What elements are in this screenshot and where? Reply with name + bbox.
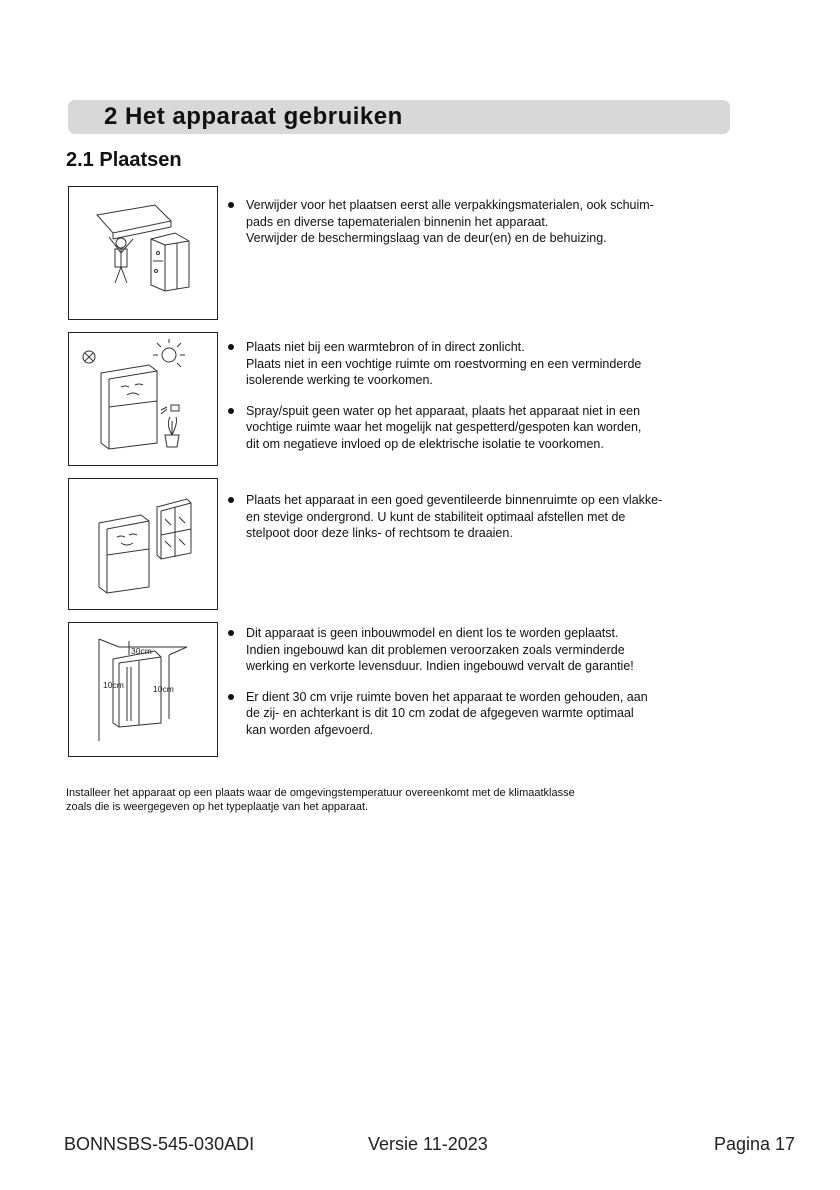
bullet-line: Indien ingebouwd kan dit problemen veroorzaken zoals verminderde <box>246 642 625 657</box>
bullet-line: Verwijder de beschermingslaag van de deur(en) en de behuizing. <box>246 231 607 245</box>
bullet-line: Dit apparaat is geen inbouwmodel en dient los te worden geplaatst. <box>246 626 619 640</box>
clearance-illustration <box>69 623 217 756</box>
bullet-line: de zij- en achterkant is dit 10 cm zodat de afgegeven warmte optimaal <box>246 706 634 720</box>
bullet-line: vochtige ruimte waar het mogelijk nat gespetterd/gespoten kan worden, <box>246 420 642 434</box>
note-line: zoals die is weergegeven op het typeplaatje van het apparaat. <box>66 800 369 813</box>
bullet-item <box>226 625 726 675</box>
bullet-dot <box>228 630 234 636</box>
figure-unpacking <box>68 186 218 320</box>
figure-clearance <box>68 622 218 757</box>
bullet-line: kan worden afgevoerd. <box>246 722 374 737</box>
instruction-block-unpacking <box>226 197 726 261</box>
bullet-line: stelpoot door deze links- of rechtsom te draaien. <box>246 526 513 540</box>
section-title: 2.1 Plaatsen <box>66 149 182 171</box>
bullet-dot <box>228 344 234 350</box>
bullet-line: Verwijder voor het plaatsen eerst alle verpakkingsmaterialen, ook schuim- <box>246 198 654 212</box>
clearance-left-label: 10cm <box>103 680 124 690</box>
bullet-item <box>226 492 726 542</box>
bullet-dot <box>228 694 234 700</box>
footer-model: BONNSBS-545-030ADI <box>64 1134 255 1154</box>
bullet-line: Er dient 30 cm vrije ruimte boven het apparaat te worden gehouden, aan <box>246 689 648 704</box>
bullet-line: en stevige ondergrond. U kunt de stabiliteit optimaal afstellen met de <box>246 509 626 524</box>
bullet-line: Plaats niet bij een warmtebron of in direct zonlicht. <box>246 340 525 354</box>
bullet-line: Plaats niet in een vochtige ruimte om roestvorming en een verminderde <box>246 356 642 371</box>
figure-heat-moisture <box>68 332 218 466</box>
ventilation-illustration <box>69 479 217 609</box>
bullet-item <box>226 197 726 247</box>
chapter-header-bar <box>68 100 730 134</box>
heat-moisture-illustration <box>69 333 217 465</box>
note-line: Installeer het apparaat op een plaats waar de omgevingstemperatuur overeenkomt met de klimaatklasse <box>66 787 575 799</box>
climate-class-note <box>66 787 575 814</box>
bullet-line: Plaats het apparaat in een goed geventileerde binnenruimte op een vlakke- <box>246 493 663 507</box>
chapter-title: 2 Het apparaat gebruiken <box>104 103 403 130</box>
footer-page-number: Pagina 17 <box>714 1134 796 1154</box>
footer-version: Versie 11-2023 <box>368 1134 488 1154</box>
clearance-top-label: 30cm <box>131 646 152 656</box>
bullet-line: pads en diverse tapematerialen binnenin het apparaat. <box>246 214 549 229</box>
figure-ventilation <box>68 478 218 610</box>
bullet-dot <box>228 408 234 414</box>
bullet-line: werking en verkorte levensduur. Indien ingebouwd vervalt de garantie! <box>246 659 634 673</box>
unpacking-illustration <box>69 187 217 319</box>
instruction-block-clearance <box>226 625 726 752</box>
clearance-right-label: 10cm <box>153 684 174 694</box>
bullet-line: dit om negatieve invloed op de elektrische isolatie te voorkomen. <box>246 436 604 451</box>
bullet-line: isolerende werking te voorkomen. <box>246 373 433 387</box>
bullet-dot <box>228 497 234 503</box>
bullet-item <box>226 339 726 389</box>
bullet-line: Spray/spuit geen water op het apparaat, plaats het apparaat niet in een <box>246 403 641 418</box>
bullet-item <box>226 689 726 739</box>
instruction-block-ventilation <box>226 492 726 556</box>
instruction-block-heat-moisture <box>226 339 726 466</box>
bullet-dot <box>228 202 234 208</box>
bullet-item <box>226 403 726 453</box>
